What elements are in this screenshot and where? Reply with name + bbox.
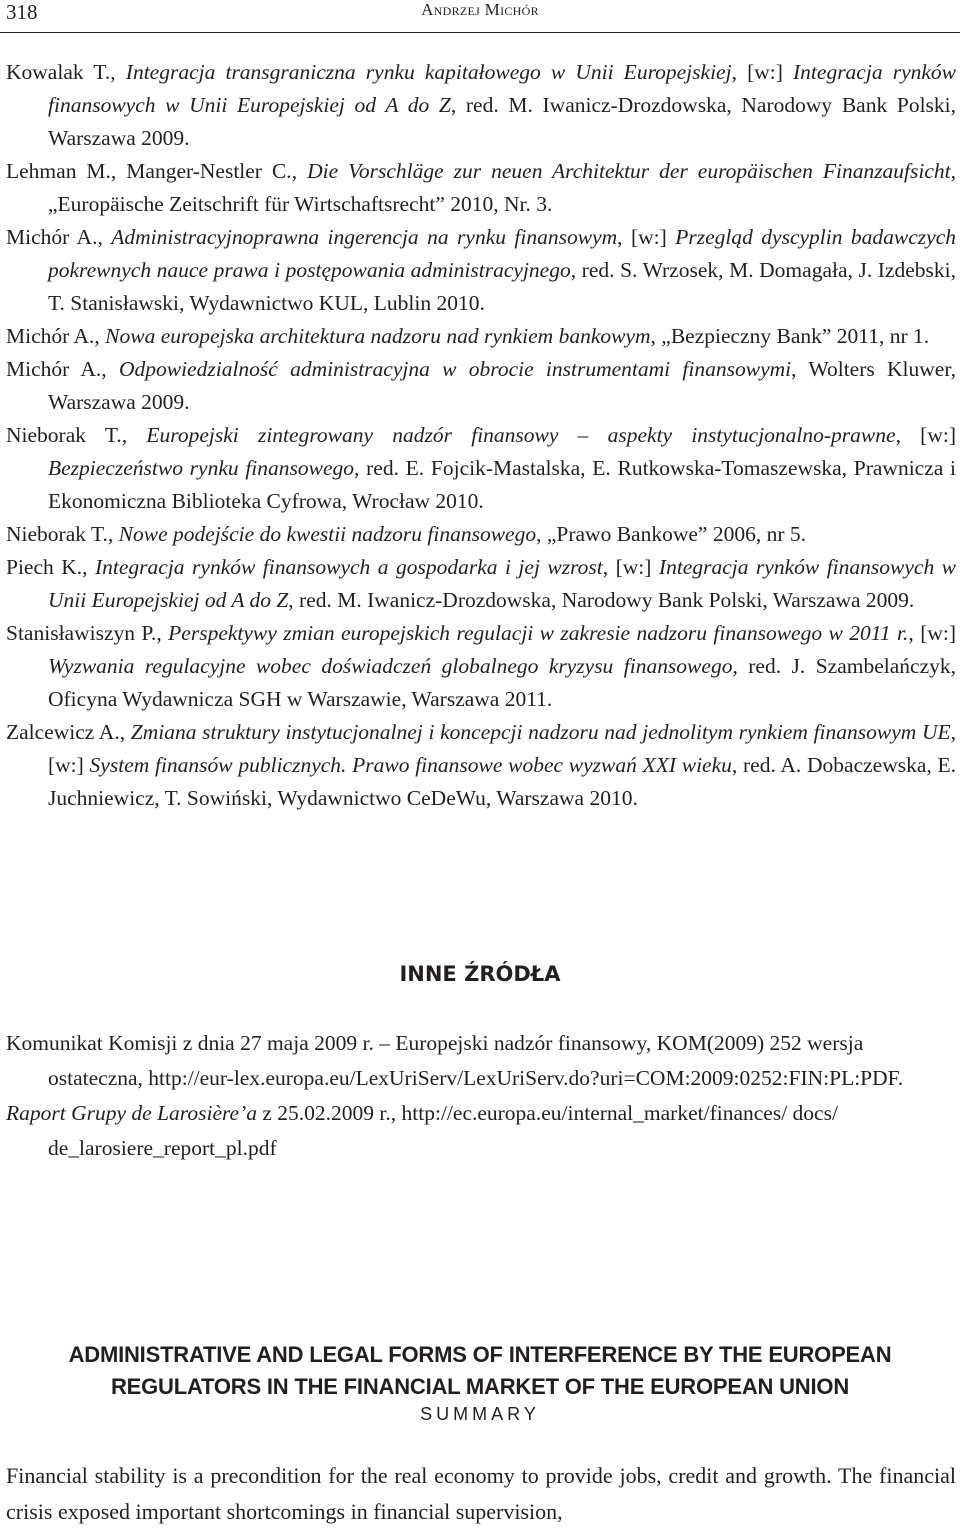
- bibliography-entry: Michór A., Administracyjnoprawna ingerencja na rynku finansowym, [w:] Przegląd dyscyplin badawczych pokrewnych nauce prawa i postępowania administracyjnego, red. S. Wrzosek, M. Domagała, J. Izdebski, T. Stanisławski, Wydawnictwo KUL, Lublin 2010.: [6, 225, 956, 315]
- bibliography-entry: Nieborak T., Europejski zintegrowany nadzór finansowy – aspekty instytucjonalno-prawne, [w:] Bezpieczeństwo rynku finansowego, red. E. Fojcik-Mastalska, E. Rutkowska-Tomaszewska, Prawnicza i Ekonomiczna Biblioteka Cyfrowa, Wrocław 2010.: [6, 423, 956, 513]
- bibliography-entry: Kowalak T., Integracja transgraniczna rynku kapitałowego w Unii Europejskiej, [w:] Integracja rynków finansowych w Unii Europejskiej od A do Z, red. M. Iwanicz-Drozdowska, Narodowy Bank Polski, Warszawa 2009.: [6, 60, 957, 150]
- header-rule: [0, 32, 960, 33]
- summary-label: SUMMARY: [420, 1404, 540, 1424]
- running-head-author: Andrzej Michór: [421, 0, 539, 19]
- other-source-entry: Komunikat Komisji z dnia 27 maja 2009 r. – Europejski nadzór finansowy, KOM(2009) 252 wersja ostateczna, http://eur-lex.europa.eu/LexUriServ/LexUriServ.do?uri=COM:2009:0252:FIN:PL:PDF.: [6, 1031, 904, 1090]
- other-source-entry: Raport Grupy de Larosière’a z 25.02.2009 r., http://ec.europa.eu/internal_market/finances/ docs/ de_larosiere_report_pl.pdf: [6, 1101, 838, 1160]
- other-sources-list: [6, 1026, 956, 1166]
- other-sources-heading: INNE ŹRÓDŁA: [399, 962, 561, 986]
- bibliography-entry: Piech K., Integracja rynków finansowych a gospodarka i jej wzrost, [w:] Integracja rynków finansowych w Unii Europejskiej od A do Z, red. M. Iwanicz-Drozdowska, Narodowy Bank Polski, Warszawa 2009.: [6, 555, 957, 612]
- bibliography-entry: Lehman M., Manger-Nestler C., Die Vorschläge zur neuen Architektur der europäischen Finanzaufsicht, „Europäische Zeitschrift für Wirtschaftsrecht” 2010, Nr. 3.: [6, 159, 957, 216]
- summary-paragraph: Financial stability is a precondition for the real economy to provide jobs, credit and growth. The financial crisis exposed important shortcomings in financial supervision,: [6, 1463, 956, 1524]
- bibliography-entry: Stanisławiszyn P., Perspektywy zmian europejskich regulacji w zakresie nadzoru finansowego w 2011 r., [w:] Wyzwania regulacyjne wobec doświadczeń globalnego kryzysu finansowego, red. J. Szambelańczyk, Oficyna Wydawnicza SGH w Warszawie, Warszawa 2011.: [6, 621, 957, 711]
- page-number: 318: [6, 0, 38, 24]
- page-header: [0, 0, 960, 40]
- bibliography-entry: Michór A., Nowa europejska architektura nadzoru nad rynkiem bankowym, „Bezpieczny Bank” 2011, nr 1.: [6, 324, 930, 348]
- bibliography-entry: Nieborak T., Nowe podejście do kwestii nadzoru finansowego, „Prawo Bankowe” 2006, nr 5.: [6, 522, 806, 546]
- summary-title: ADMINISTRATIVE AND LEGAL FORMS OF INTERFERENCE BY THE EUROPEAN REGULATORS IN THE FINANCIAL MARKET OF THE EUROPEAN UNION: [68, 1342, 892, 1399]
- bibliography-list: [6, 56, 956, 815]
- bibliography-entry: Michór A., Odpowiedzialność administracyjna w obrocie instrumentami finansowymi, Wolters Kluwer, Warszawa 2009.: [6, 357, 957, 414]
- bibliography-entry: Zalcewicz A., Zmiana struktury instytucjonalnej i koncepcji nadzoru nad jednolitym rynkiem finansowym UE, [w:] System finansów publicznych. Prawo finansowe wobec wyzwań XXI wieku, red. A. Dobaczewska, E. Juchniewicz, T. Sowiński, Wydawnictwo CeDeWu, Warszawa 2010.: [6, 720, 956, 810]
